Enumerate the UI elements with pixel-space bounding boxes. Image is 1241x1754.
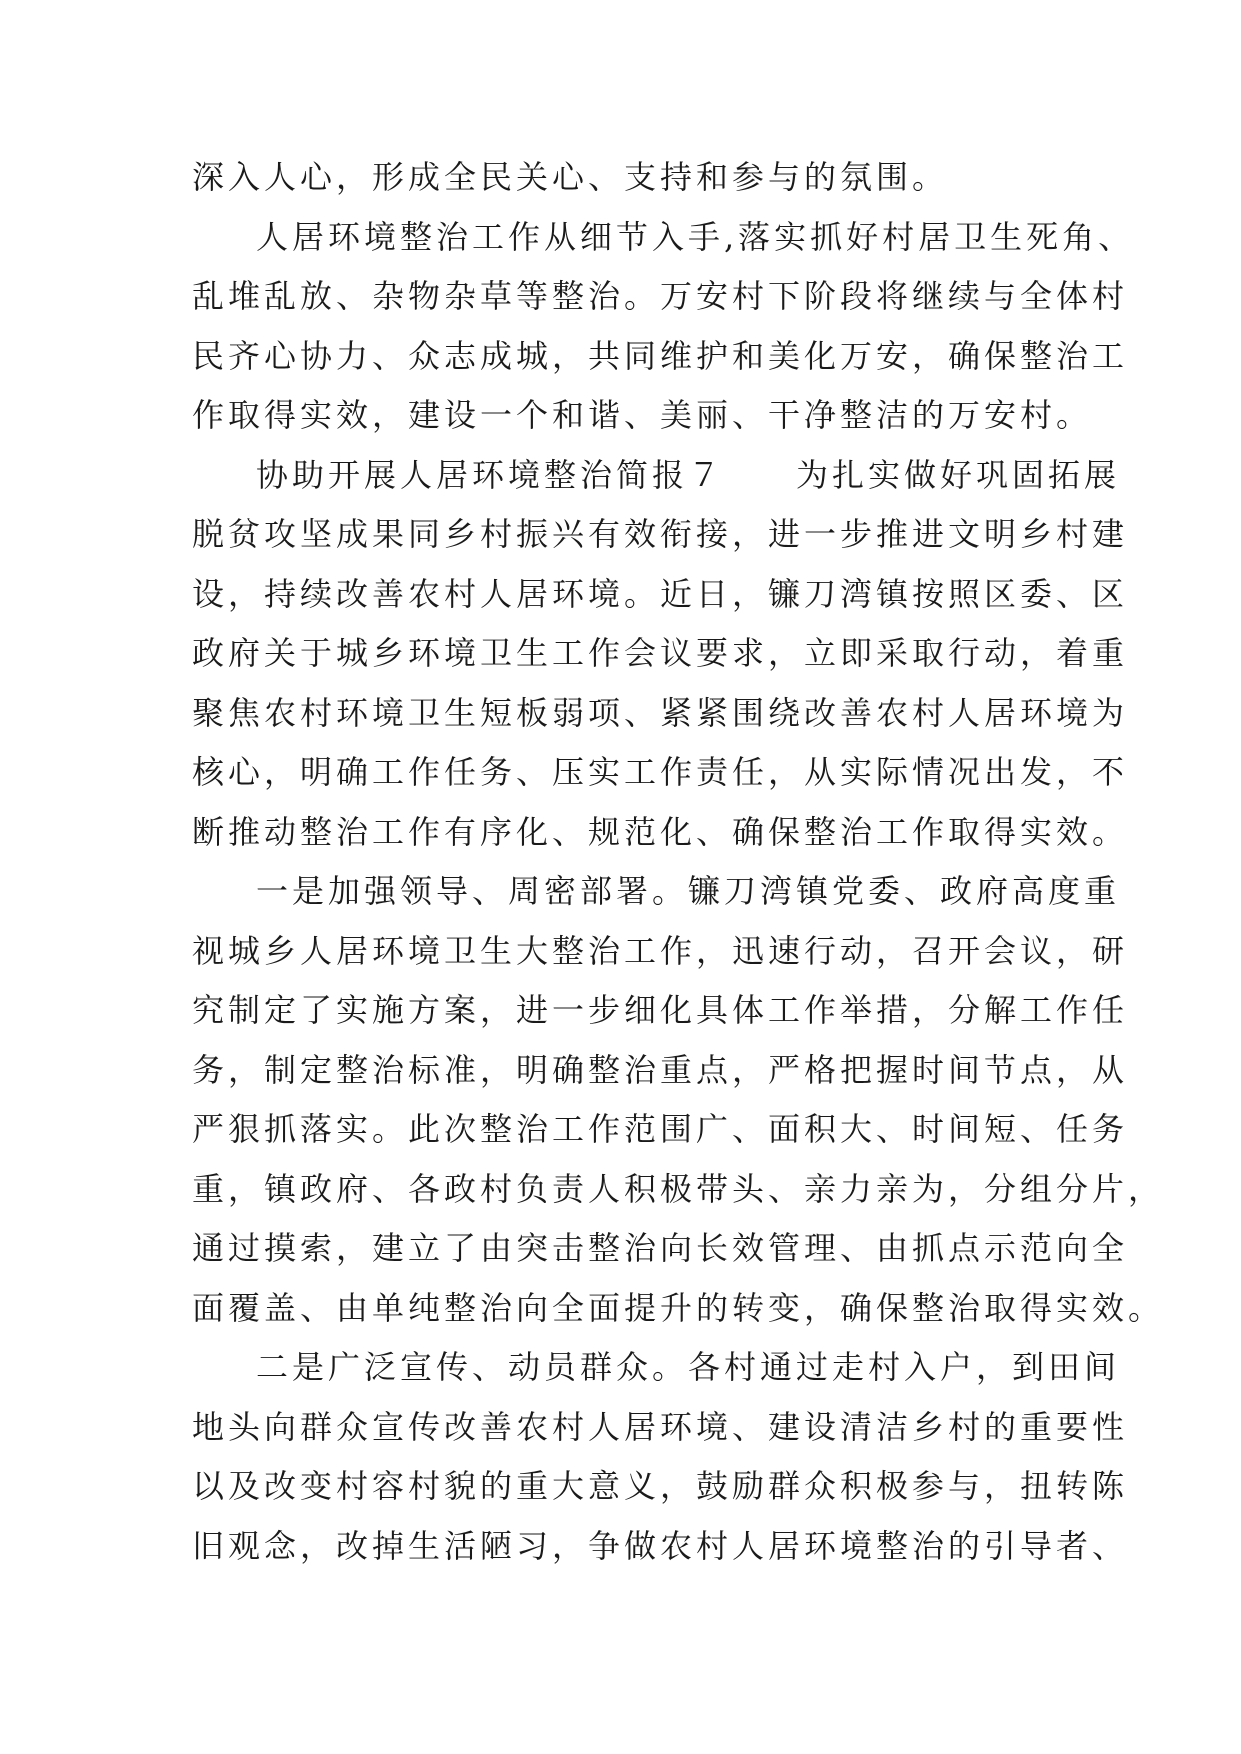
body-text-line: 以及改变村容村貌的重大意义，鼓励群众积极参与，扭转陈 [192, 1467, 1129, 1505]
body-text-line: 核心，明确工作任务、压实工作责任，从实际情况出发，不 [192, 753, 1129, 791]
body-text-line: 聚焦农村环境卫生短板弱项、紧紧围绕改善农村人居环境为 [192, 694, 1129, 732]
body-text-line: 面覆盖、由单纯整治向全面提升的转变，确保整治取得实效。 [192, 1289, 1165, 1327]
body-text-line: 深入人心，形成全民关心、支持和参与的氛围。 [192, 158, 949, 196]
paragraph-first-line: 二是广泛宣传、动员群众。各村通过走村入户，到田间 [256, 1348, 1121, 1386]
body-text-line: 严狠抓落实。此次整治工作范围广、面积大、时间短、任务 [192, 1110, 1129, 1148]
body-text-line: 设，持续改善农村人居环境。近日，镰刀湾镇按照区委、区 [192, 575, 1129, 613]
body-text-line: 务，制定整治标准，明确整治重点，严格把握时间节点，从 [192, 1051, 1129, 1089]
body-text-line: 作取得实效，建设一个和谐、美丽、干净整洁的万安村。 [192, 396, 1093, 434]
body-text-line: 民齐心协力、众志成城，共同维护和美化万安，确保整治工 [192, 337, 1129, 375]
paragraph-first-line: 人居环境整治工作从细节入手,落实抓好村居卫生死角、 [256, 218, 1135, 256]
body-text-line: 视城乡人居环境卫生大整治工作，迅速行动，召开会议，研 [192, 932, 1129, 970]
body-text-line: 重，镇政府、各政村负责人积极带头、亲力亲为，分组分片， [192, 1170, 1165, 1208]
body-text-line: 乱堆乱放、杂物杂草等整治。万安村下阶段将继续与全体村 [192, 277, 1129, 315]
body-text-line: 脱贫攻坚成果同乡村振兴有效衔接，进一步推进文明乡村建 [192, 515, 1129, 553]
paragraph-first-line: 一是加强领导、周密部署。镰刀湾镇党委、政府高度重 [256, 872, 1121, 910]
body-text-line: 断推动整治工作有序化、规范化、确保整治工作取得实效。 [192, 813, 1129, 851]
body-text-line: 通过摸索，建立了由突击整治向长效管理、由抓点示范向全 [192, 1229, 1129, 1267]
body-text-line: 地头向群众宣传改善农村人居环境、建设清洁乡村的重要性 [192, 1408, 1129, 1446]
body-text-line: 政府关于城乡环境卫生工作会议要求，立即采取行动，着重 [192, 634, 1129, 672]
body-text-line: 究制定了实施方案，进一步细化具体工作举措，分解工作任 [192, 991, 1129, 1029]
body-text-line: 旧观念，改掉生活陋习，争做农村人居环境整治的引导者、 [192, 1527, 1129, 1565]
section-heading-line: 协助开展人居环境整治简报７ 为扎实做好巩固拓展 [256, 456, 1121, 494]
